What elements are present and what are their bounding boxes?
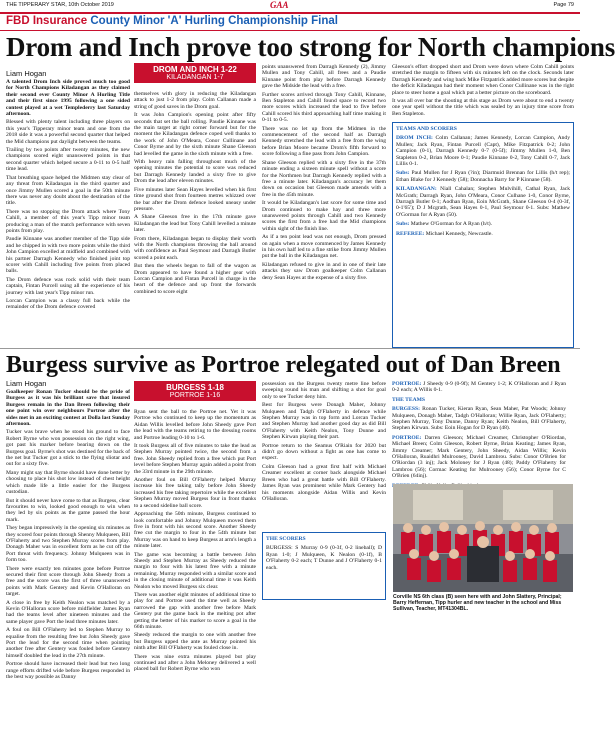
paragraph: As if a ten point lead was not enough, Drom pressed on again when a move commenced by James Kennedy in his own half led to a fine strike from Jimmy Mullen put the ball in the Kiladangan net. (262, 234, 386, 260)
team-entry (392, 397, 566, 403)
paragraph: Gleeson's effort dropped short and Drom were down where Colm Cahill points stretched the margin to fifteen with six minutes left on the clock. Seconds later Darragh Kennedy and wing back Mike Fitzpatrick added more scores but despite the deficit Kiladangan had their moment when Conor Cullinane was in the right place to steer home a goal which put a better picture on the scoreboard. (392, 64, 574, 96)
page-number: Page 79 (553, 2, 574, 8)
paragraph: A foul on Bill O'Flaherty led to Stephen Murray to equalise from the resulting free but John Sheedy gave Port the lead for the second time when pointing another free after Gentery was fouled before Gentery himself doubled the lead in the 27th minute. (6, 627, 130, 659)
team-entry (392, 406, 566, 432)
paragraph: Best for Burgess were Donagh Maher, Johnny Mulqueen and Tadgh O'Flaherty in defence while Stephen Murray was in top form and Lorcan Tucker and Stephen Murray had another good day as did Bill O'Flaherty with Keith Nealon, Tony Dunne and Stephen Kirwan playing their part. (262, 402, 386, 441)
paragraph: There was no stopping the Drom attack where Tony Cahill, a member of this year's Tipp minor team producing a man of the match performance with seven points from play. (6, 208, 130, 234)
paragraph: Approaching the 50th minute, Burgess continued to look comfortable and Johnny Mulqueen moved them five in front with his second score. Another Sheedy free cut the margin to four in the 54th minute but Murray was on hand to keep Burgess at arm's length a minute later. (134, 511, 256, 550)
entry-text: BURGESS: S Murray 0-9 (0-3f, 0-2 lineball); D Ryan 1-0; J Mulqueen, K Nealon (0-1f), B O'Flaherty 0-2 each; T Dunne and J O'Flaherty 0-1 each. (266, 545, 382, 571)
paragraph: It was John Campion's opening point after fifty seconds that set the ball rolling. Paudie Kinnane was the main target at right corner forward but for the moment the Kiladangan defence coped well thanks to the work of John O'Meara, Conor Cullinane and Conor Byrne and by the sixth minute Shane Gleeson had levelled the game in the sixth minute with a free. (134, 112, 256, 157)
paragraph: Blessed with plenty talent including three players on this year's Tipperary minor team and one from the 2018 side it was a powerful second quarter that helped the Mid champions put daylight between the teams. (6, 119, 130, 145)
team-entry (396, 170, 570, 183)
paragraph: But it should never have come to that as Burgess, clear favourites to win, looked good enough to win when they led by six points as the game passed the hour mark. (6, 497, 130, 523)
paragraph: Sheedy reduced the margin to one with another free but Burgess upped the ante as Murray pointed his ninth after Bill O'Flaherty was fouled close in. (134, 632, 256, 652)
banner-rule (0, 30, 580, 31)
story2-scorebox (134, 381, 256, 401)
paragraph: points unanswered from Darragh Kennedy (2), Jimmy Mullen and Tony Cahill, all frees and a Paudie Kinnane point from play before Darragh Kennedy gave the Midside the lead with a free. (262, 64, 386, 90)
paragraph: Another foul on Bill O'Flaherty helped Murray increase his free taking tally before John Sheedy increased his free taking repertoire while the excellent Stephen Murray moved Burgess four in front thanks to a second sideline ball score. (134, 477, 256, 509)
entry-heading: PORTROE: (392, 381, 424, 387)
paragraph: Colm Gleeson had a great first half with Michael Creamer excellent at corner back alongside Michael Breen who had a great battle with Bill O'Flaherty. James Ryan was prominent while Mark Gentery had his moments alongside Aidan Willis and Kevin O'Halloran. (262, 463, 386, 502)
story1-teams-box (392, 122, 574, 348)
paragraph: A Shane Gleeson free in the 17th minute gave Kiladangan the lead but Tony Cahill levelled a minute later. (134, 214, 256, 234)
paragraph: It took Burgess all of five minutes to take the lead as Stephen Murray pointed twice, the second from a free. John Sheedy replied from a free which put Port level before Stephen Murray again added a point from the 33rd minute in the 29th minute. (134, 443, 256, 475)
championship-banner (6, 15, 338, 27)
story-separator (0, 348, 580, 349)
paragraph: A close in free by Keith Nealon was matched by a Kevin O'Halloran score before midfielder James Ryan had the teams level after nineteen minutes and the same player gave Port the lead three minutes later. (6, 599, 130, 625)
entry-heading: Subs: (396, 170, 412, 177)
school-class-photo (393, 484, 573, 592)
entry-heading: THE SCORERS (266, 536, 306, 542)
story1-byline: Liam Hogan (6, 69, 47, 78)
story1-col3 (262, 64, 386, 345)
paragraph: Further scores arrived through Tony Cahill, Kinnane, Ben Stapleton and Cahill found space to record two more scores which increased the lead to five before Cahill scored his third approaching half time making it 0-11 to 0-5. (262, 91, 386, 124)
paragraph: possession on the Burgess twenty metre line before sweeping round his man and shifting a shot for goal only to see Tucker deny him. (262, 381, 386, 400)
entry-heading: DROM INCH: (396, 135, 436, 142)
paragraph: Paudie Kinnane was another member of the Tipp side and he chipped in with two more points while the third John Campion excelled at midfield and combined with his partner Darragh Kennedy who finished joint top scorer with Cahill including five points from placed balls. (6, 236, 130, 275)
paragraph: Kiladangan refused to give in and in one of their late attacks they saw Drom goalkeeper Colm Callanan deny Sean Hayes at the expense of a sixty five. (262, 261, 386, 281)
paragraph: Five minutes later Sean Hayes levelled when his first time ground shot from fourteen metres whizzed over the bar after the Drom defence looked uneasy under pressure. (134, 186, 256, 212)
story2-col3 (262, 381, 386, 531)
header-rule (0, 12, 580, 14)
entry-text: Darren Gleeson; Michael Creamer, Christopher O'Riordan, Michael Breen; Colm Gleeson, Robert Byrne, Brian Keating; James Ryan, Jimmy Creamer; Mark Gentery, John Sheedy, Aidan Willis; Kevin O'Halloran, Ruaidhri Mulrooney, David Lambrou. Subs: Conor O'Brien for O'Riordan (3 inj); Jack Moloney for J Ryan (48); Paddy O'Flaherty for Lambrou (56); Cormac Keating for Mulrooney (56); Conor Byrne for C O'Brien (64inj). (392, 434, 566, 480)
paragraph: There was no let up from the Midmen in the commencement of the second half as Darragh Kennedy stretched the lead with a free from the wing before Brian Moore became Drom's fifth forward to score following a fine pass from John Campion. (262, 125, 386, 158)
team-entry (396, 186, 570, 218)
section-title: GAA (270, 0, 289, 10)
paragraph: With heavy rain falling throughout much of the opening minutes the potential to score was reduced but Darragh Kennedy landed a sixty five to give Drom the lead after eleven minutes. (134, 159, 256, 185)
entry-heading: Subs: (396, 221, 411, 228)
team-entry (396, 126, 570, 132)
paragraph: It was all over bar the shouting at this stage as Drom were about to end a twenty one year spell without the title which was sealed by an injury time score from Ben Stapleton. (392, 98, 574, 117)
paragraph: The Drom defence was rock solid with their team captain, Fintan Purcell using all the experience of his journey with last year's Tipp minor run. (6, 276, 130, 296)
story2-headline: Burgess survive as Portroe relegated out of Dan Breen (6, 352, 561, 378)
paragraph: Shane Gleeson replied with a sixty five in the 37th minute ending a sixteen minute spell without a score for the Northmen but Darragh Kennedy replied with a free a minute later. Kiladangan's accuracy let them down on occasion but Gleeson made amends with a free in the 45th minute. (262, 159, 386, 198)
story1-scorebox (134, 63, 256, 83)
paragraph: It would be Kiladangan's last score for some time and Drom continued to make hay and three more unanswered points through Cahill and two Kennedy scores the first from a free had the Mid champions within sight of the finish line. (262, 200, 386, 232)
entry-heading: KILADANGAN: (396, 186, 441, 193)
paragraph: Goalkeeper Ronan Tucker should be the pride of Burgess as it was his brilliant save that insured Burgess remain in the Dan Breen following their one point win over neighbours Portroe after the sides met in an exciting contest at Dolla last Sunday afternoon. (6, 389, 130, 428)
entry-text: Michael Kennedy, Newcastle. (425, 230, 493, 237)
paragraph: Portroe should have increased their lead but two long range efforts drifted wide before Burgess responded in the best way possible as Danny (6, 661, 130, 681)
team-entry (266, 536, 382, 542)
team-entry (396, 231, 570, 237)
story2-col1 (6, 389, 130, 729)
banner-competition: County Minor 'A' Hurling Championship Final (90, 15, 338, 27)
story2-scorers-box (262, 532, 386, 600)
paragraph: That breathing space helped the Midmen stay clear of any threat from Kiladangan in the third quarter and once Jimmy Mullen scored a goal in the 50th minute there was never any doubt about the destination of the title. (6, 174, 130, 207)
banner-sponsor: FBD Insurance (6, 15, 88, 27)
paragraph: Tucker was brave when he stood his ground to face Robert Byrne who won possession on the right wing, got past his marker before bearing down on the Burgess goal. Byrne's shot was destined for the back of the net but Tucker got a stick to the flying sliotar and out for a sixty five. (6, 429, 130, 468)
entry-heading: BURGESS: (392, 406, 423, 413)
paragraph: Trailing by two points after twenty minutes, the new champions scored eight unanswered points in that second quarter which helped secure a 0-11 to 0-5 half time lead. (6, 147, 130, 173)
paragraph: They began impressively in the opening six minutes as they scored four points through Shenny Mulqueen, Bill O'Flaherty and two Stephen Murray scores from play. Donagh Maher was in excellent form as he cut off the Port threat with frequency. Johnny Mulqueen was in form too. (6, 525, 130, 564)
story1-col4 (392, 64, 574, 120)
score-loser: PORTROE 1-16 (169, 392, 221, 399)
entry-text: Mathew O'Gorman for A Ryan (h/t). (410, 221, 493, 228)
entry-heading: TEAMS AND SCORERS (396, 126, 457, 132)
paragraph: themselves with glory in reducing the Kiladangan attack to just 1-2 from play. Colm Callanan made a string of good saves in the Drom goal. (134, 91, 256, 110)
entry-text: Niall Cahalan; Stephen Mulvihill, Cathal Ryan, Jack McGrath; Darragh Ryan, John O'Meara, Conor Culhane 1-0, Conor Byrne, Darragh Butler 0-1; Aodhan Ryan, Eoin McGrath, Shane Gleeson 0-4 (0-3f, 0-1'65'); D J Mcgrath, Sean Hayes 0-1, Paul Seymour 0-1. Subs: Mathew O'Gorman for A Ryan (50). (396, 186, 571, 218)
paragraph: But then the wheels began to fall of the wagon as Drom appeared to have found a higher gear with Lorcan Campion and Fintan Purcell in charge in the heart of the defence and up front the forwards combined to score eight (134, 263, 256, 295)
entry-text: Colm Callanan; James Kennedy, Lorcan Campion, Andy Mullen; Jack Ryan, Fintan Purcell (Capt), Mike Fitzpatrick 0-2; John Campion (0-1), Darragh Kennedy 0-7 (0-5f); Jimmy Mullen 1-0, Ben Stapleton 0-2, Brian Moore 0-1; Paudie Kinnane 0-2, Tony Cahill 0-7, Jack Lillis 0-1. (396, 135, 570, 168)
entry-heading: THE TEAMS (392, 396, 426, 403)
photo-caption: Corville NS 6th class (B) seen here with and John Slattery, Principal; Barry Heffernan, Tipp hurler and new teacher in the school and Miss Sullivan, Teacher, MT41304BL. (393, 594, 562, 613)
score-winner: DROM AND INCH 1-22 (153, 65, 237, 74)
story1-headline: Drom and Inch prove too strong for North champions (6, 32, 615, 62)
team-entry (266, 545, 382, 571)
team-entry (396, 221, 570, 227)
story2-byline: Liam Hogan (6, 379, 47, 388)
entry-heading: PORTROE: (392, 434, 425, 441)
story1-col2 (134, 91, 256, 345)
paragraph: There was another eight minutes of additional time to play for and Portroe used the time well as Sheedy narrowed the gap with another free before Mark Gentery put the game back in the melting pot after getting the better of his marker to score a goal in the 66th minute. (134, 591, 256, 630)
team-entry (396, 135, 570, 167)
paragraph: There were exactly ten minutes gone before Portroe secured their first score through John Sheedy from a free and the score was the first of three unanswered points with Mark Gentery and Kevin O'Halloran on target. (6, 565, 130, 598)
paragraph: Portroe return to the Seamus O'Riain for 2020 but didn't go down without a fight as one has come to expect. (262, 442, 386, 462)
paragraph: From there, Kiladangan began to display their worth with the North champions throwing the ball around with confidence as Paul Seymour and Darragh Butler scored a point each. (134, 235, 256, 261)
entry-text: Paul Mullen for J Ryan (?in); Diarmuid Brennan for Lillis (h/t rep); Ethan Blake for J Kennedy (58); Donnacha Barry for P Kinnane (58). (396, 170, 570, 183)
team-entry (392, 381, 566, 394)
story2-col2 (134, 409, 256, 729)
score-winner: BURGESS 1-18 (166, 383, 224, 392)
entry-text: J Sheedy 0-9 (0-9f); M Gentery 1-2; K O'Halloran and J Ryan 0-2 each; A Willis 0-1. (392, 381, 566, 394)
paragraph: Lorcan Campion was a classy full back while the remainder of the Drom defence covered (6, 298, 130, 311)
paragraph: A talented Drom Inch side proved much too good for North Champions Kiladangan as they claimed their second ever County Minor A Hurling Title and their first since 1995 following a one sided contest played at a wet Templederry last Saturday afternoon. (6, 79, 130, 118)
story2-teams (392, 381, 566, 479)
paragraph: Ryan sent the ball to the Portroe net. Yet it was Portroe who continued to keep up the momentum as Aidan Willis levelled before John Sheedy gave Port the lead with the teams retiring to the dressing rooms and Portroe leading 0-10 to 1-6. (134, 409, 256, 441)
entry-heading: REFEREE: (396, 230, 426, 237)
paragraph: The game was becoming a battle between John Sheedy and Stephen Murray as Sheedy reduced the margin to four with his latest free with a minute remaining. Murray responded with a similar score and in the closing minute of additional time it was Keith Nealon who moved Burgess six clear. (134, 551, 256, 590)
story1-col1 (6, 79, 130, 345)
score-loser: KILADANGAN 1-7 (166, 74, 224, 81)
paragraph: There was nine extra minutes played but play continued and after a John Meloney delivered a well placed ball for Robert Byrne who won (134, 653, 256, 673)
paragraph: Many might say that Byrne should have done better by choosing to place his shot low instead of chest height which made life a little easier for the Burgess custodian. (6, 469, 130, 496)
publication-info: THE TIPPERARY STAR, 10th October 2019 (6, 2, 114, 8)
team-entry (392, 435, 566, 480)
entry-text: Ronan Tucker, Kieran Ryan, Sean Maher, Pat Woods; Johnny Mulqueen, Donagh Maher, Tadgh O'Halloran; Willie Ryan, Jack O'Flaherty; Stephen Murray, Tony Dunne, Danny Ryan; Keith Nealon, Bill O'Flaherty, Stephen Kirwan. Subs: Eoin Hogan for D Ryan (48). (392, 406, 566, 432)
